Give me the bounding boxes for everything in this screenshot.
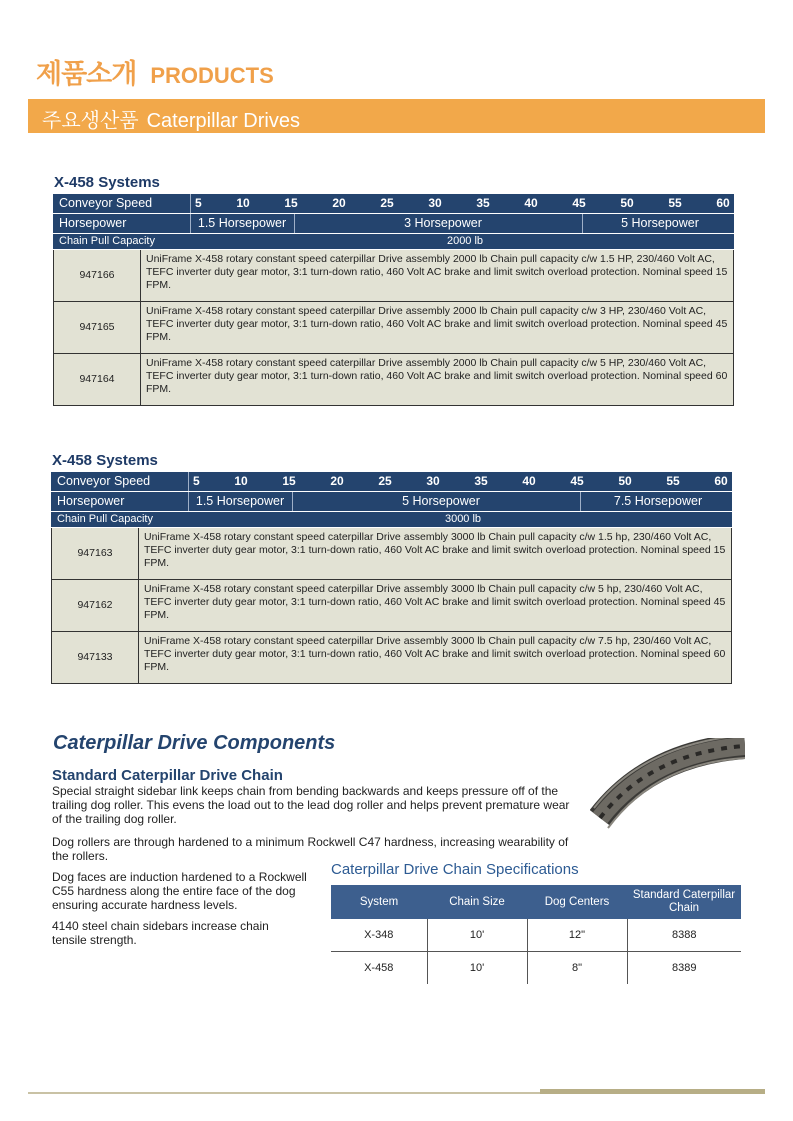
horsepower-row <box>53 214 734 234</box>
chain-pull-value: 3000 lb <box>444 513 482 525</box>
system-title: X-458 Systems <box>52 452 158 469</box>
speed-row <box>53 194 734 214</box>
speed-value: 40 <box>522 474 536 488</box>
chain-pull-label: Chain Pull Capacity <box>57 513 153 525</box>
banner-english: Caterpillar Drives <box>146 110 300 132</box>
paragraph: Special straight sidebar link keeps chain from bending backwards and keeps pressure off of the trailing dog roller. This evens the load out to the lead dog roller and helps prevent premature wear of the trailing dog roller. <box>52 784 570 826</box>
part-description: UniFrame X-458 rotary constant speed caterpillar Drive assembly 3000 lb Chain pull capacity c/w 5 hp, 230/460 Volt AC, TEFC inverter duty gear motor, 3:1 turn-down ratio, 460 Volt AC brake and limit switch overload protection. Nominal speed 45 FPM. <box>144 583 726 621</box>
chain-photo <box>590 738 745 843</box>
hp-range: 5 Horsepower <box>402 494 480 508</box>
speed-value: 20 <box>332 196 346 210</box>
speed-value: 35 <box>476 196 490 210</box>
speed-value: 25 <box>378 474 392 488</box>
speed-value: 45 <box>570 474 584 488</box>
table-header-row <box>331 885 741 919</box>
speed-value: 60 <box>716 196 730 210</box>
paragraph: Dog rollers are through hardened to a minimum Rockwell C47 hardness, increasing wearability of the rollers. <box>52 835 569 863</box>
speed-value: 20 <box>330 474 344 488</box>
part-number: 947164 <box>54 354 141 405</box>
speed-value: 30 <box>428 196 442 210</box>
table-cell: 8" <box>527 952 627 985</box>
speed-value: 5 <box>193 474 200 488</box>
paragraph: 4140 steel chain sidebars increase chain tensile strength. <box>52 919 269 947</box>
column-header: System <box>331 885 427 919</box>
speed-value: 50 <box>618 474 632 488</box>
table-row <box>51 632 732 684</box>
chain-subtitle: Standard Caterpillar Drive Chain <box>52 767 283 784</box>
hp-range: 3 Horsepower <box>404 216 482 230</box>
table-row <box>53 354 734 406</box>
table-row <box>331 952 741 985</box>
system-spec-table <box>53 194 734 406</box>
part-description: UniFrame X-458 rotary constant speed caterpillar Drive assembly 3000 lb Chain pull capacity c/w 7.5 hp, 230/460 Volt AC, TEFC inverter duty gear motor, 3:1 turn-down ratio, 460 Volt AC brake and limit switch overload protection. Nominal speed 60 FPM. <box>144 635 726 673</box>
footer-accent <box>540 1089 765 1094</box>
speed-value: 35 <box>474 474 488 488</box>
banner-korean: 주요생산품 <box>42 108 139 132</box>
speed-value: 5 <box>195 196 202 210</box>
part-description: UniFrame X-458 rotary constant speed caterpillar Drive assembly 3000 lb Chain pull capacity c/w 1.5 hp, 230/460 Volt AC, TEFC inverter duty gear motor, 3:1 turn-down ratio, 460 Volt AC brake and limit switch overload protection. Nominal speed 15 FPM. <box>144 531 726 569</box>
paragraph: Dog faces are induction hardened to a Rockwell C55 hardness along the entire face of the dog ensuring accurate hardness levels. <box>52 870 307 912</box>
table-row <box>51 580 732 632</box>
part-description: UniFrame X-458 rotary constant speed caterpillar Drive assembly 2000 lb Chain pull capacity c/w 5 HP, 230/460 Volt AC, TEFC inverter duty gear motor, 3:1 turn-down ratio, 460 Volt AC brake and limit switch overload protection. Nominal speed 60 FPM. <box>146 357 728 395</box>
hp-range: 5 Horsepower <box>621 216 699 230</box>
page-header <box>36 52 274 92</box>
table-row <box>51 528 732 580</box>
horsepower-label: Horsepower <box>59 216 127 230</box>
hp-range: 1.5 Horsepower <box>195 494 285 508</box>
table-cell: 8389 <box>627 952 741 985</box>
speed-value: 15 <box>282 474 296 488</box>
speed-value: 10 <box>236 196 250 210</box>
section-banner <box>28 99 765 133</box>
part-number: 947162 <box>52 580 139 631</box>
speed-label: Conveyor Speed <box>57 474 151 488</box>
speed-value: 30 <box>426 474 440 488</box>
part-number: 947133 <box>52 632 139 683</box>
speed-value: 60 <box>714 474 728 488</box>
column-header: Chain Size <box>427 885 527 919</box>
system-title: X-458 Systems <box>54 174 160 191</box>
chain-pull-value: 2000 lb <box>446 235 484 247</box>
chain-pull-label: Chain Pull Capacity <box>59 235 155 247</box>
table-row <box>53 250 734 302</box>
part-number: 947165 <box>54 302 141 353</box>
table-row <box>331 919 741 952</box>
table-cell: X-458 <box>364 962 394 974</box>
hp-range: 1.5 Horsepower <box>197 216 287 230</box>
table-cell: 10' <box>427 919 527 952</box>
table-cell: 8388 <box>627 919 741 952</box>
horsepower-row <box>51 492 732 512</box>
column-header: Dog Centers <box>527 885 627 919</box>
part-number: 947166 <box>54 250 141 301</box>
table-cell: 12" <box>527 919 627 952</box>
table-cell: 10' <box>427 952 527 985</box>
speed-value: 55 <box>666 474 680 488</box>
english-title: PRODUCTS <box>150 63 274 88</box>
part-number: 947163 <box>52 528 139 579</box>
chain-pull-row <box>51 512 732 528</box>
part-description: UniFrame X-458 rotary constant speed caterpillar Drive assembly 2000 lb Chain pull capacity c/w 1.5 HP, 230/460 Volt AC, TEFC inverter duty gear motor, 3:1 turn-down ratio, 460 Volt AC brake and limit switch overload protection. Nominal speed 15 FPM. <box>146 253 728 291</box>
speed-value: 25 <box>380 196 394 210</box>
column-header: Standard Caterpillar Chain <box>627 885 741 919</box>
speed-value: 15 <box>284 196 298 210</box>
korean-title: 제품소개 <box>36 59 137 90</box>
chain-spec-table <box>331 885 741 984</box>
chain-pull-row <box>53 234 734 250</box>
speed-value: 45 <box>572 196 586 210</box>
speed-value: 40 <box>524 196 538 210</box>
speed-value: 50 <box>620 196 634 210</box>
horsepower-label: Horsepower <box>57 494 125 508</box>
table-row <box>53 302 734 354</box>
speed-row <box>51 472 732 492</box>
speed-value: 10 <box>234 474 248 488</box>
table-cell: X-348 <box>331 919 427 952</box>
chain-spec-title: Caterpillar Drive Chain Specifications <box>331 861 579 878</box>
part-description: UniFrame X-458 rotary constant speed caterpillar Drive assembly 2000 lb Chain pull capacity c/w 3 HP, 230/460 Volt AC, TEFC inverter duty gear motor, 3:1 turn-down ratio, 460 Volt AC brake and limit switch overload protection. Nominal speed 45 FPM. <box>146 305 728 343</box>
system-spec-table <box>51 472 732 684</box>
speed-label: Conveyor Speed <box>59 196 153 210</box>
hp-range: 7.5 Horsepower <box>613 494 703 508</box>
components-title: Caterpillar Drive Components <box>53 732 336 754</box>
speed-value: 55 <box>668 196 682 210</box>
